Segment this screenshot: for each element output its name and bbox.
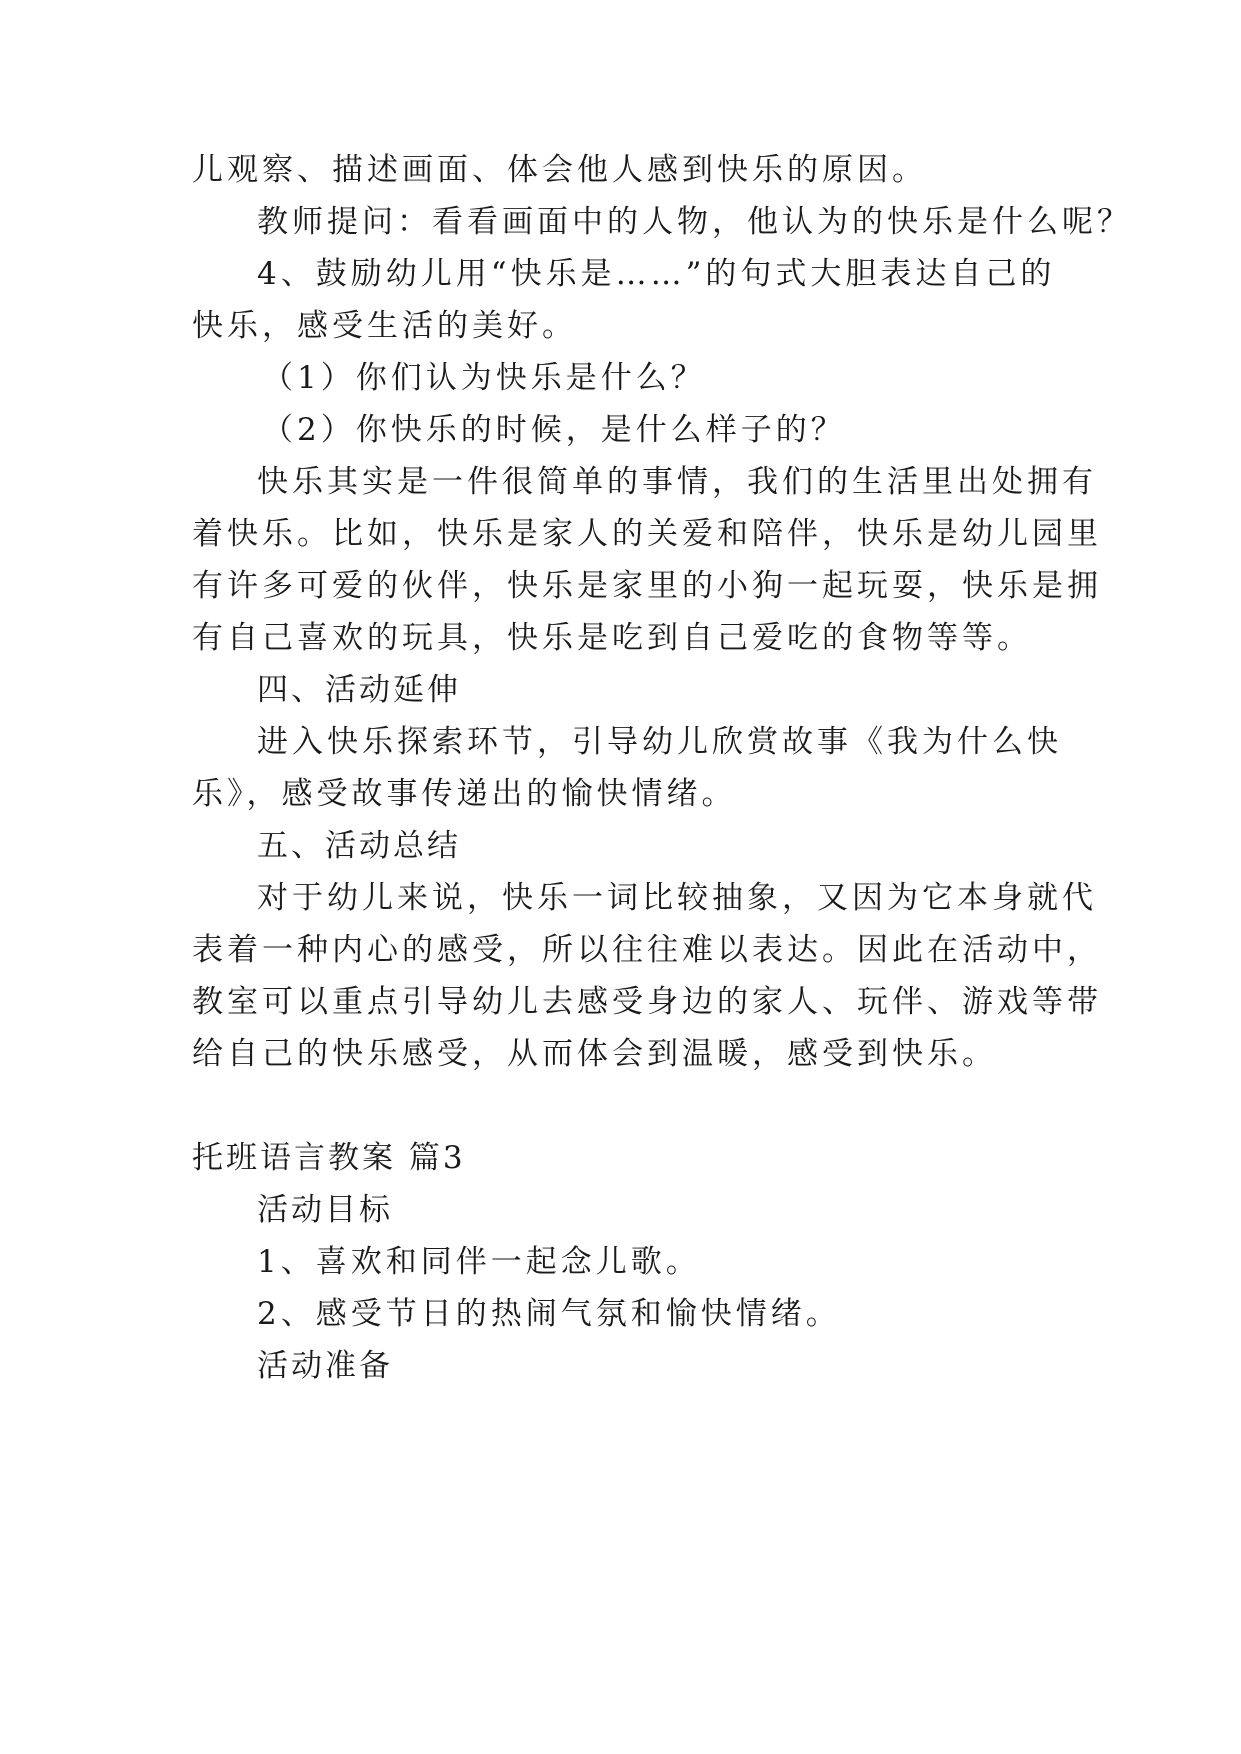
text-line: （1）你们认为快乐是什么？ — [262, 360, 706, 396]
text-line: 儿观察、描述画面、体会他人感到快乐的原因。 — [192, 152, 927, 188]
text-line: 对于幼儿来说，快乐一词比较抽象，又因为它本身就代 — [257, 880, 1097, 916]
section-heading: 五、活动总结 — [257, 828, 461, 864]
text-line: 教室可以重点引导幼儿去感受身边的家人、玩伴、游戏等带 — [192, 984, 1102, 1020]
section-heading: 活动目标 — [257, 1192, 393, 1228]
text-line: 给自己的快乐感受，从而体会到温暖，感受到快乐。 — [192, 1036, 997, 1072]
text-line: （2）你快乐的时候，是什么样子的？ — [262, 412, 846, 448]
text-line: 1、喜欢和同伴一起念儿歌。 — [257, 1244, 701, 1280]
text-line: 有许多可爱的伙伴，快乐是家里的小狗一起玩耍，快乐是拥 — [192, 568, 1102, 604]
text-line: 2、感受节日的热闹气氛和愉快情绪。 — [257, 1296, 841, 1332]
section-heading: 四、活动延伸 — [257, 672, 461, 708]
text-line: 快乐，感受生活的美好。 — [192, 308, 577, 344]
text-line: 快乐其实是一件很简单的事情，我们的生活里出处拥有 — [257, 464, 1097, 500]
text-line: 乐》，感受故事传递出的愉快情绪。 — [192, 776, 737, 812]
section-heading: 活动准备 — [257, 1348, 393, 1384]
text-line: 4、鼓励幼儿用“快乐是……”的句式大胆表达自己的 — [257, 256, 1056, 292]
text-line: 着快乐。比如，快乐是家人的关爱和陪伴，快乐是幼儿园里 — [192, 516, 1102, 552]
text-line: 教师提问：看看画面中的人物，他认为的快乐是什么呢？ — [257, 204, 1132, 240]
text-line: 有自己喜欢的玩具，快乐是吃到自己爱吃的食物等等。 — [192, 620, 1032, 656]
text-line: 进入快乐探索环节，引导幼儿欣赏故事《我为什么快 — [257, 724, 1062, 760]
document-heading: 托班语言教案 篇3 — [192, 1140, 466, 1176]
text-line: 表着一种内心的感受，所以往往难以表达。因此在活动中， — [192, 932, 1102, 968]
